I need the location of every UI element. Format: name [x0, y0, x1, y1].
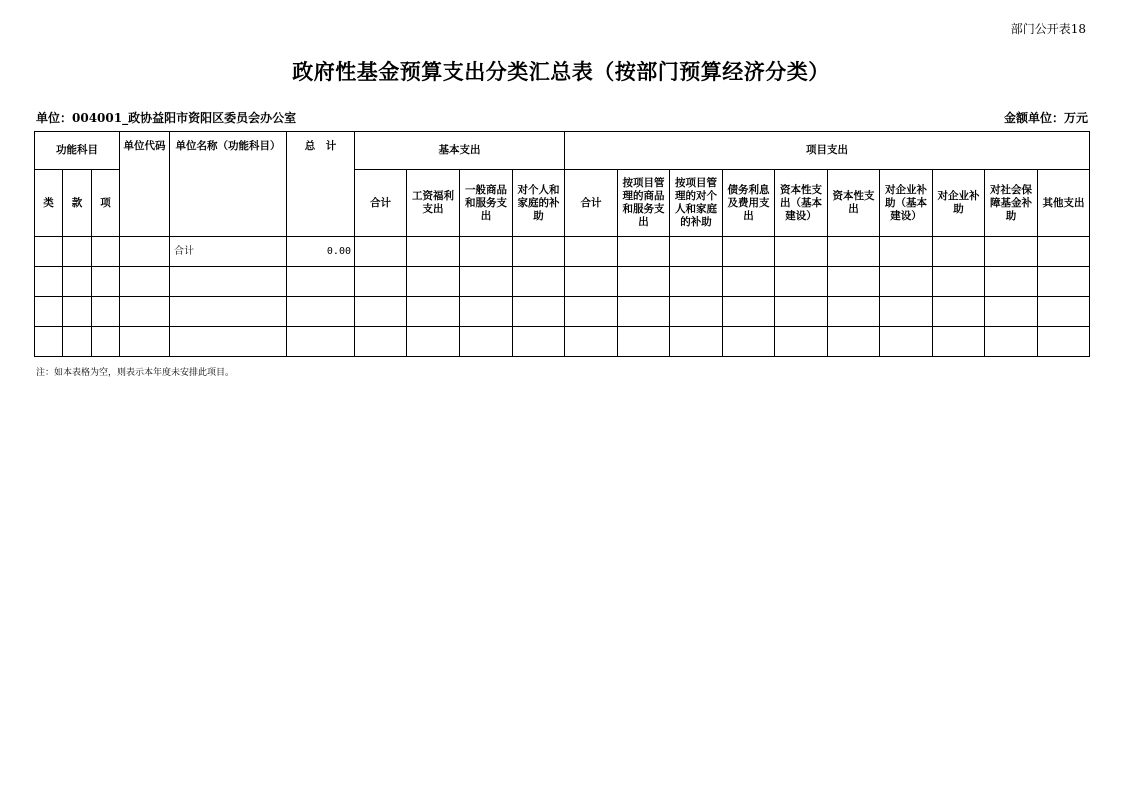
cell-total	[287, 297, 355, 327]
table-cell	[880, 297, 933, 327]
table-cell	[513, 267, 565, 297]
table-cell	[120, 327, 170, 357]
table-cell	[670, 327, 723, 357]
header-total: 总 计	[287, 132, 355, 237]
table-cell	[355, 237, 407, 267]
table-cell	[723, 237, 775, 267]
table-cell	[407, 297, 460, 327]
table-cell	[63, 297, 92, 327]
table-row	[35, 237, 1090, 267]
table-cell	[985, 327, 1038, 357]
table-cell	[460, 297, 513, 327]
table-cell	[775, 267, 828, 297]
table-cell	[985, 267, 1038, 297]
table-cell	[1038, 267, 1090, 297]
table-cell	[92, 297, 120, 327]
table-cell	[35, 267, 63, 297]
table-cell	[460, 327, 513, 357]
cell-unit-name: 合计	[170, 237, 287, 267]
table-cell	[355, 327, 407, 357]
table-cell	[355, 267, 407, 297]
table-cell	[933, 327, 985, 357]
header-functional: 功能科目	[35, 132, 120, 170]
unit-line	[36, 109, 1088, 126]
table-cell	[407, 327, 460, 357]
table-cell	[828, 297, 880, 327]
header-unit-code: 单位代码	[120, 132, 170, 237]
header-basic-group: 基本支出	[355, 132, 565, 170]
table-cell	[618, 327, 670, 357]
header-project-col: 按项目管理的商品和服务支出	[618, 170, 670, 237]
table-cell	[828, 237, 880, 267]
table-cell	[1038, 327, 1090, 357]
table-cell	[985, 237, 1038, 267]
table-cell	[565, 237, 618, 267]
table-row	[35, 297, 1090, 327]
table-cell	[513, 297, 565, 327]
table-cell	[670, 237, 723, 267]
table-cell	[565, 327, 618, 357]
table-cell	[63, 327, 92, 357]
budget-table	[34, 131, 1090, 357]
form-number: 部门公开表18	[1010, 22, 1086, 36]
header-basic-col: 一般商品和服务支出	[460, 170, 513, 237]
table-cell	[35, 237, 63, 267]
table-cell	[513, 237, 565, 267]
page-title: 政府性基金预算支出分类汇总表（按部门预算经济分类）	[292, 59, 830, 84]
header-xiang: 项	[92, 170, 120, 237]
amount-unit-label: 金额单位：万元	[1003, 111, 1088, 125]
table-cell	[565, 297, 618, 327]
table-cell	[618, 237, 670, 267]
table-cell	[775, 237, 828, 267]
table-cell	[775, 297, 828, 327]
table-cell	[120, 297, 170, 327]
header-basic-col: 工资福利支出	[407, 170, 460, 237]
header-project-col: 合计	[565, 170, 618, 237]
table-cell	[723, 267, 775, 297]
header-project-group: 项目支出	[565, 132, 1090, 170]
cell-unit-name	[170, 267, 287, 297]
header-project-col: 其他支出	[1038, 170, 1090, 237]
table-cell	[880, 237, 933, 267]
table-cell	[407, 267, 460, 297]
table-cell	[933, 267, 985, 297]
table-cell	[1038, 297, 1090, 327]
table-cell	[35, 327, 63, 357]
table-cell	[565, 267, 618, 297]
header-lei: 类	[35, 170, 63, 237]
header-project-col: 对企业补助（基本建设）	[880, 170, 933, 237]
cell-total	[287, 327, 355, 357]
header-basic-col: 合计	[355, 170, 407, 237]
cell-unit-name	[170, 297, 287, 327]
table-row	[35, 327, 1090, 357]
table-body	[35, 237, 1090, 357]
table-cell	[828, 327, 880, 357]
table-cell	[618, 267, 670, 297]
table-cell	[880, 267, 933, 297]
header-basic-col: 对个人和家庭的补助	[513, 170, 565, 237]
table-row	[35, 267, 1090, 297]
header-project-col: 资本性支出	[828, 170, 880, 237]
cell-total: 0.00	[287, 237, 355, 267]
table-cell	[670, 267, 723, 297]
table-cell	[880, 327, 933, 357]
table-cell	[120, 237, 170, 267]
table-cell	[92, 237, 120, 267]
table-cell	[407, 237, 460, 267]
table-cell	[63, 267, 92, 297]
header-kuan: 款	[63, 170, 92, 237]
table-cell	[1038, 237, 1090, 267]
table-cell	[670, 297, 723, 327]
unit-label: 单位：004001_政协益阳市资阳区委员会办公室	[36, 111, 297, 125]
header-project-col: 对企业补助	[933, 170, 985, 237]
table-note: 注：如本表格为空，则表示本年度未安排此项目。	[36, 368, 235, 378]
cell-total	[287, 267, 355, 297]
table-cell	[618, 297, 670, 327]
table-cell	[120, 267, 170, 297]
table-cell	[933, 237, 985, 267]
table-header	[35, 132, 1090, 237]
table-cell	[828, 267, 880, 297]
table-cell	[723, 327, 775, 357]
header-unit-name: 单位名称（功能科目）	[170, 132, 287, 237]
table-cell	[92, 267, 120, 297]
table-cell	[513, 327, 565, 357]
table-cell	[775, 327, 828, 357]
table-cell	[933, 297, 985, 327]
table-cell	[92, 327, 120, 357]
table-cell	[723, 297, 775, 327]
header-project-col: 债务利息及费用支出	[723, 170, 775, 237]
table-cell	[35, 297, 63, 327]
cell-unit-name	[170, 327, 287, 357]
header-project-col: 对社会保障基金补助	[985, 170, 1038, 237]
header-project-col: 资本性支出（基本建设）	[775, 170, 828, 237]
header-project-col: 按项目管理的对个人和家庭的补助	[670, 170, 723, 237]
table-cell	[460, 237, 513, 267]
table-cell	[355, 297, 407, 327]
table-cell	[460, 267, 513, 297]
table-cell	[985, 297, 1038, 327]
table-cell	[63, 237, 92, 267]
